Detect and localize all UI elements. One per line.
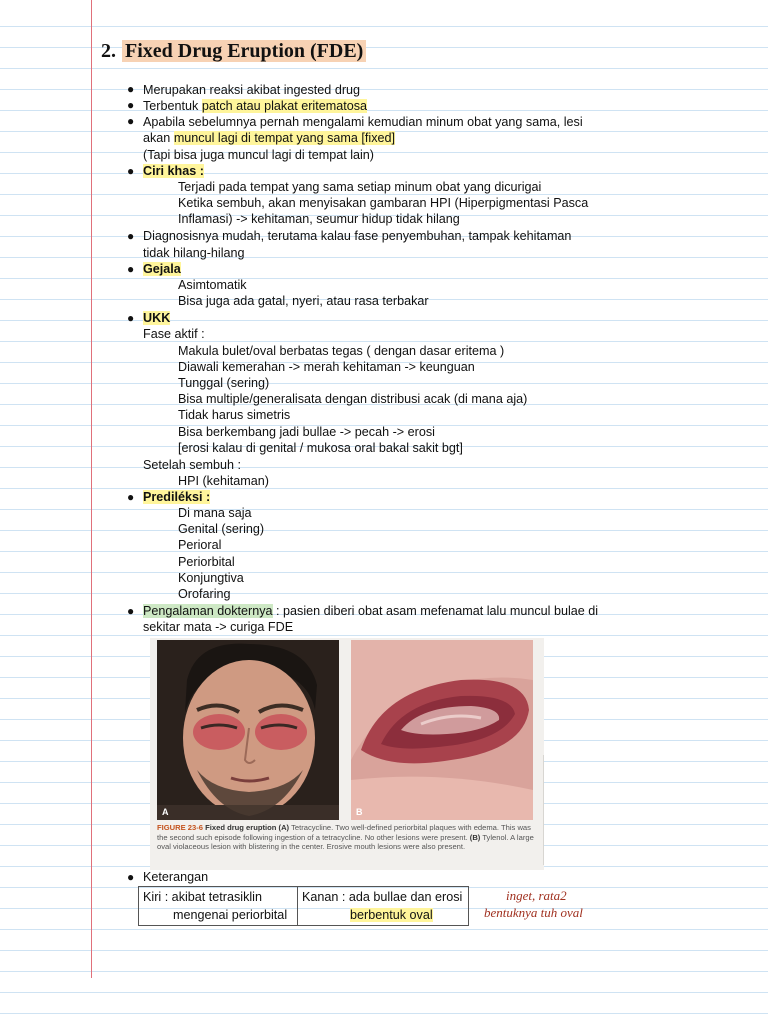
heading-title: Fixed Drug Eruption (FDE) [122, 40, 366, 62]
note-line: Inflamasi) -> kehitaman, seumur hidup tidak hilang [178, 212, 460, 226]
caption-title: Fixed drug eruption [205, 823, 277, 832]
note-line: Di mana saja [178, 506, 252, 520]
photo-oval-lesion [351, 640, 533, 820]
note-line: HPI (kehitaman) [178, 474, 269, 488]
note-line: [erosi kalau di genital / mukosa oral bakal sakit bgt] [178, 441, 463, 455]
photo-label-a: A [162, 807, 169, 817]
note-line: Pengalaman dokternya : pasien diberi obat asam mefenamat lalu muncul bulae di [143, 604, 599, 618]
note-line: Setelah sembuh : [143, 458, 242, 472]
note-line: Konjungtiva [178, 571, 244, 585]
highlight-text: muncul lagi di tempat yang sama [fixed] [173, 131, 396, 145]
note-line: akan muncul lagi di tempat yang sama [fixed] [143, 131, 396, 145]
bullet-dot: ● [127, 604, 135, 618]
subheading-predileksi: Prediléksi : [143, 490, 211, 504]
note-line: Bisa juga ada gatal, nyeri, atau rasa terbakar [178, 294, 429, 308]
note-line: Terbentuk patch atau plakat eritematosa [143, 99, 368, 113]
note-line: Tunggal (sering) [178, 376, 270, 390]
note-line: Orofaring [178, 587, 231, 601]
section-heading [101, 40, 366, 63]
handwritten-note-line: inget, rata2 [506, 888, 567, 903]
subheading-gejala: Gejala [143, 262, 181, 276]
heading-number: 2. [101, 40, 116, 62]
comparison-table [138, 886, 469, 926]
note-line: (Tapi bisa juga muncul lagi di tempat lain) [143, 148, 375, 162]
photo-label-b: B [356, 807, 363, 817]
bullet-dot: ● [127, 114, 135, 128]
bullet-dot: ● [127, 164, 135, 178]
caption-figure-number: FIGURE 23-6 [157, 823, 203, 832]
note-line: Ketika sembuh, akan menyisakan gambaran HPI (Hiperpigmentasi Pasca [178, 196, 589, 210]
note-line: Makula bulet/oval berbatas tegas ( dengan dasar eritema ) [178, 344, 505, 358]
note-line: Asimtomatik [178, 278, 247, 292]
bullet-dot: ● [127, 870, 135, 884]
subheading-ukk: UKK [143, 311, 171, 325]
bullet-dot: ● [127, 311, 135, 325]
highlight-text: patch atau plakat eritematosa [201, 99, 368, 113]
bullet-dot: ● [127, 490, 135, 504]
photo-face-periorbital [157, 640, 339, 820]
note-line: Keterangan [143, 870, 209, 884]
note-line: Merupakan reaksi akibat ingested drug [143, 83, 361, 97]
bullet-dot: ● [127, 82, 135, 96]
bullet-dot: ● [127, 229, 135, 243]
note-line: Fase aktif : [143, 327, 205, 341]
note-line: Diagnosisnya mudah, terutama kalau fase penyembuhan, tampak kehitaman [143, 229, 572, 243]
note-line: sekitar mata -> curiga FDE [143, 620, 294, 634]
margin-line [91, 0, 92, 978]
highlight-green-text: Pengalaman dokternya [143, 604, 273, 618]
textbook-figure [150, 638, 544, 870]
figure-edge-line [543, 755, 544, 865]
note-line: Diawali kemerahan -> merah kehitaman -> keunguan [178, 360, 475, 374]
subheading-ciri-khas: Ciri khas : [143, 164, 204, 178]
note-line: Bisa berkembang jadi bullae -> pecah -> erosi [178, 425, 435, 439]
note-line: Periorbital [178, 555, 235, 569]
note-line: Apabila sebelumnya pernah mengalami kemudian minum obat yang sama, lesi [143, 115, 583, 129]
note-line: Terjadi pada tempat yang sama setiap minum obat yang dicurigai [178, 180, 542, 194]
table-cell-right: Kanan : ada bullae dan erosi berbentuk oval [298, 887, 469, 926]
note-line: Genital (sering) [178, 522, 265, 536]
table-cell-left: Kiri : akibat tetrasiklin mengenai periorbital [139, 887, 298, 926]
note-line: Bisa multiple/generalisata dengan distribusi acak (di mana aja) [178, 392, 528, 406]
bullet-dot: ● [127, 262, 135, 276]
note-line: Perioral [178, 538, 222, 552]
bullet-dot: ● [127, 98, 135, 112]
highlight-text: berbentuk oval [350, 908, 433, 922]
note-line: Tidak harus simetris [178, 408, 291, 422]
figure-caption: FIGURE 23-6 Fixed drug eruption (A) Tetracycline. Two well-defined periorbital plaques with edema. This was the second such episode following ingestion of a tetracycline. No other lesions were present. (B) Tylenol. A large oval violaceous lesion with blistering in the center. Erosive mouth lesions were also present. [157, 823, 534, 851]
note-line: tidak hilang-hilang [143, 246, 245, 260]
handwritten-note-line: bentuknya tuh oval [484, 905, 583, 920]
